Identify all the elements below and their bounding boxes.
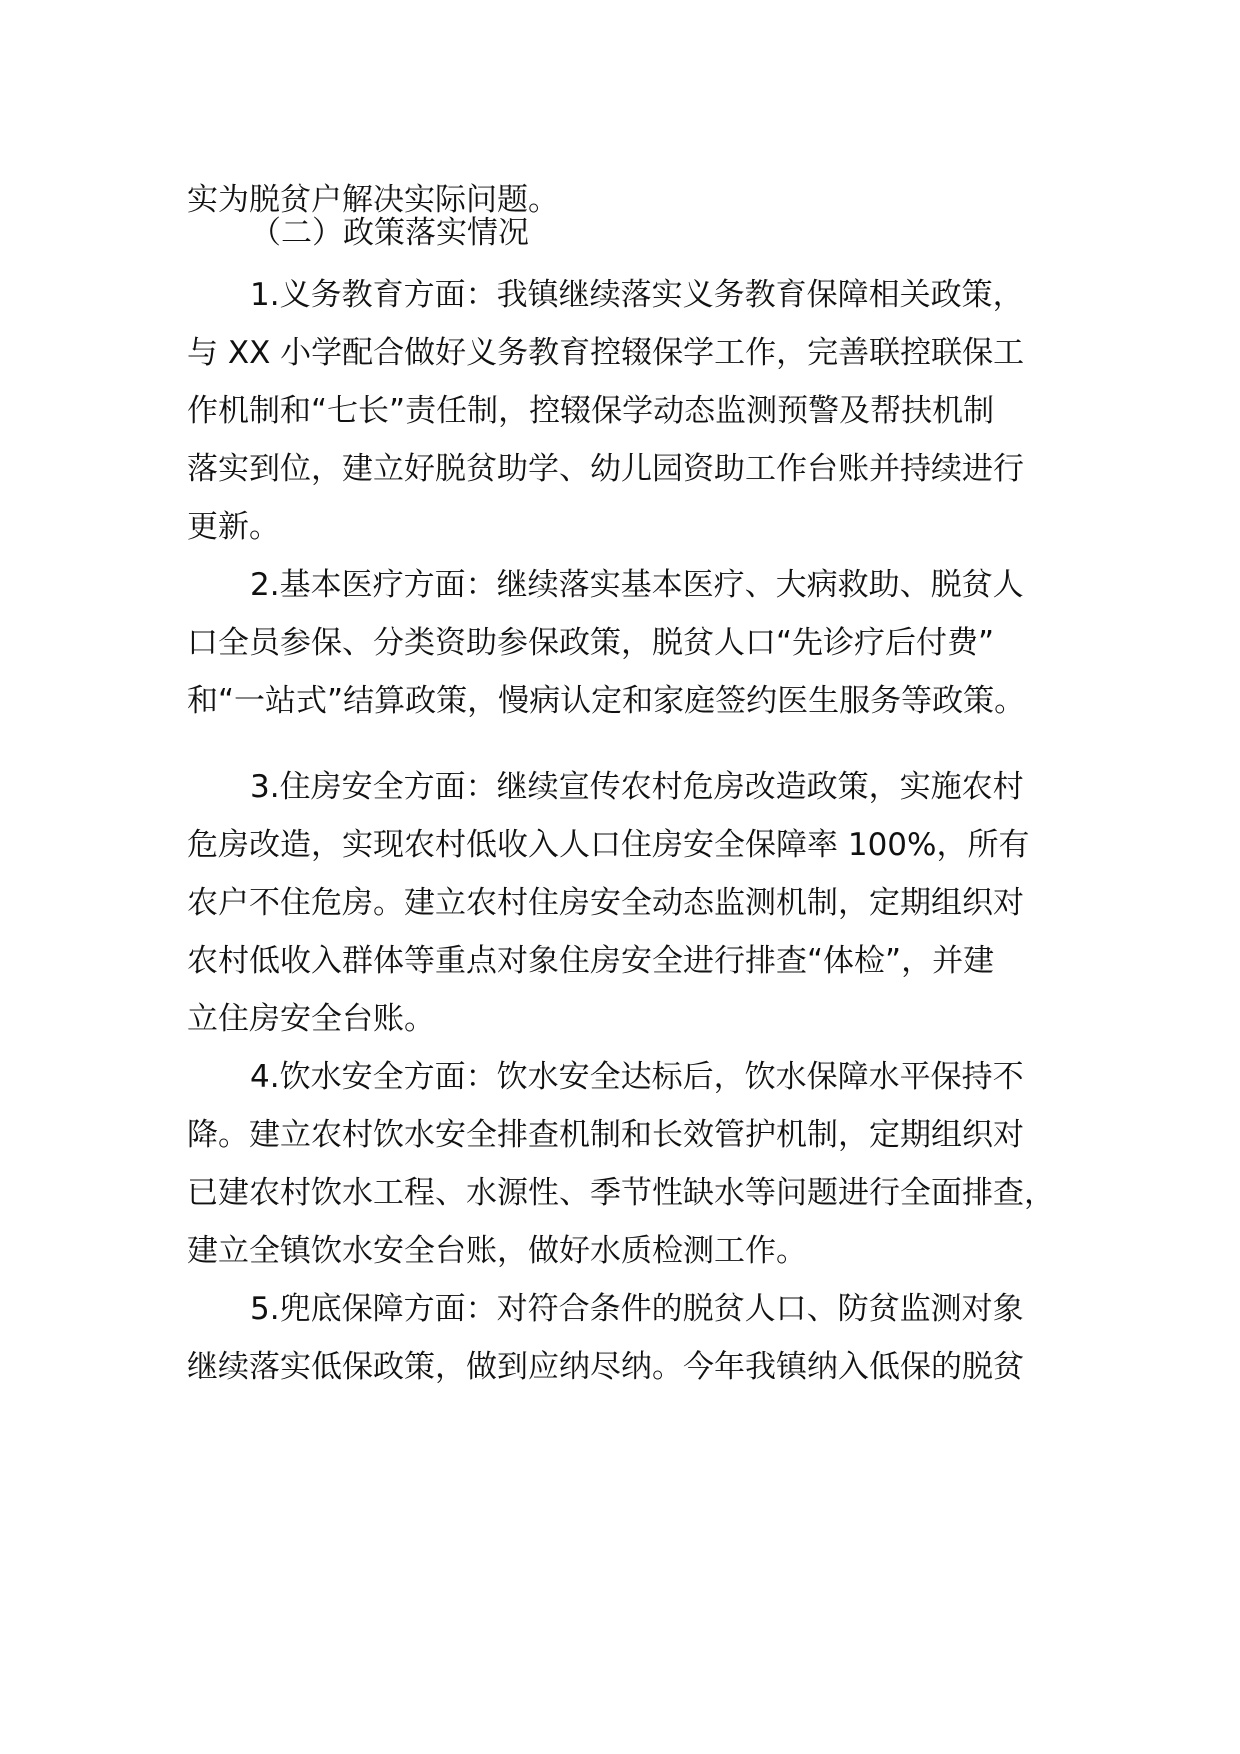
paragraph-line: 降。建立农村饮水安全排查机制和长效管护机制，定期组织对 [187,1117,1024,1153]
section-heading: （二）政策落实情况 [250,215,529,251]
paragraph-line: 5.兜底保障方面：对符合条件的脱贫人口、防贫监测对象 [250,1291,1024,1327]
paragraph-line: 实为脱贫户解决实际问题。 [187,182,559,218]
paragraph-line: 农户不住危房。建立农村住房安全动态监测机制，定期组织对 [187,885,1024,921]
paragraph-line: 2.基本医疗方面：继续落实基本医疗、大病救助、脱贫人 [250,567,1024,603]
paragraph-line: 口全员参保、分类资助参保政策，脱贫人口“先诊疗后付费” [187,625,995,661]
paragraph-line: 继续落实低保政策，做到应纳尽纳。今年我镇纳入低保的脱贫 [187,1349,1024,1385]
paragraph-line: 落实到位，建立好脱贫助学、幼儿园资助工作台账并持续进行 [187,451,1024,487]
paragraph-line: 1.义务教育方面：我镇继续落实义务教育保障相关政策， [250,277,1024,313]
paragraph-line: 建立全镇饮水安全台账，做好水质检测工作。 [187,1233,807,1269]
paragraph-line: 更新。 [187,509,280,545]
paragraph-line: 危房改造，实现农村低收入人口住房安全保障率 100%，所有 [187,827,1030,863]
paragraph-line: 立住房安全台账。 [187,1001,435,1037]
paragraph-line: 农村低收入群体等重点对象住房安全进行排查“体检”，并建 [187,943,995,979]
paragraph-line: 和“一站式”结算政策，慢病认定和家庭签约医生服务等政策。 [187,683,1026,719]
paragraph-line: 4.饮水安全方面：饮水安全达标后，饮水保障水平保持不 [250,1059,1024,1095]
paragraph-line: 3.住房安全方面：继续宣传农村危房改造政策，实施农村 [250,769,1024,805]
paragraph-line: 作机制和“七长”责任制，控辍保学动态监测预警及帮扶机制 [187,393,995,429]
paragraph-line: 与 XX 小学配合做好义务教育控辍保学工作，完善联控联保工 [187,335,1025,371]
paragraph-line: 已建农村饮水工程、水源性、季节性缺水等问题进行全面排查， [187,1175,1055,1211]
